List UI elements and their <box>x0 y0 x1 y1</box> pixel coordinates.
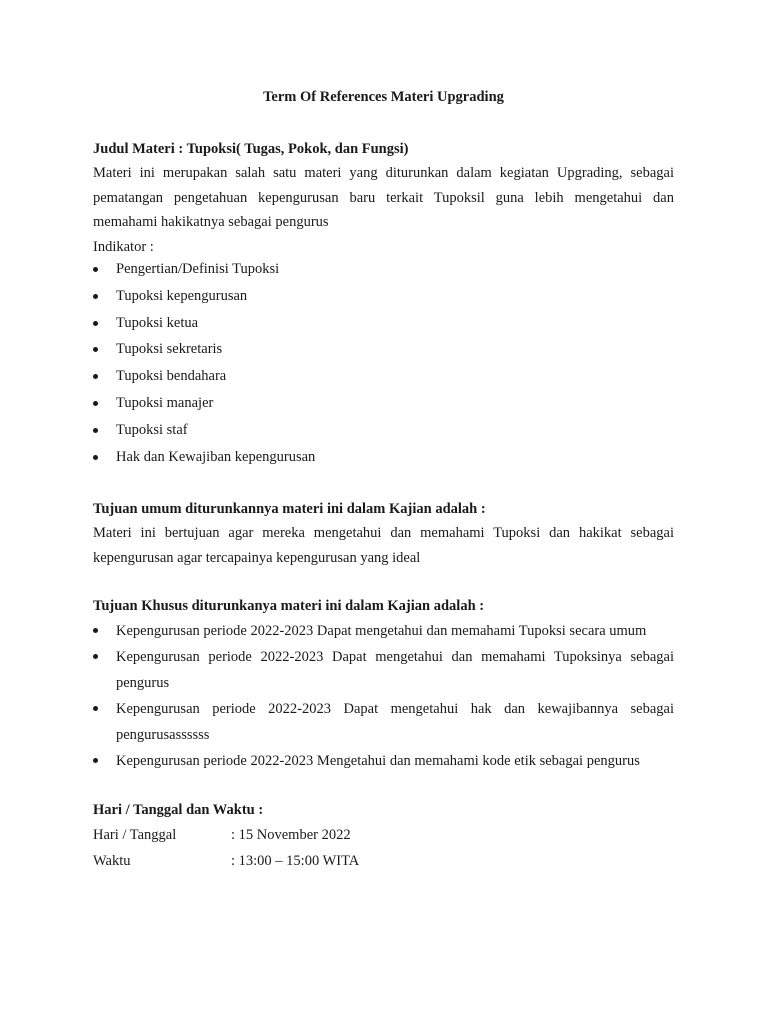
list-item: Tupoksi bendahara <box>93 366 674 386</box>
schedule-label: Waktu <box>93 853 131 870</box>
specific-objective-heading: Tujuan Khusus diturunkanya materi ini dalam Kajian adalah : <box>93 598 485 615</box>
list-item: Kepengurusan periode 2022-2023 Dapat mengetahui hak dan kewajibannya sebagai pengurusassssss <box>93 696 674 748</box>
bullet-icon <box>93 455 98 460</box>
list-item: Tupoksi manajer <box>93 393 674 413</box>
schedule-row-date <box>93 822 674 848</box>
schedule-label: Hari / Tanggal <box>93 827 177 844</box>
bullet-icon <box>93 628 98 633</box>
bullet-icon <box>93 321 98 326</box>
list-item: Tupoksi staf <box>93 420 674 440</box>
spacer <box>93 774 674 798</box>
bullet-icon <box>93 758 98 763</box>
bullet-icon <box>93 428 98 433</box>
list-item: Tupoksi ketua <box>93 313 674 333</box>
bullet-icon <box>93 294 98 299</box>
spacer <box>93 473 674 497</box>
bullet-icon <box>93 374 98 379</box>
schedule-row-time <box>93 848 674 874</box>
material-description: Materi ini merupakan salah satu materi yang diturunkan dalam kegiatan Upgrading, sebagai pematangan pengetahuan kepengurusan baru terkait Tupoksil guna lebih mengetahui dan memahami hakikatnya sebagai pengurus <box>93 165 674 230</box>
indicator-list <box>93 259 674 467</box>
bullet-icon <box>93 401 98 406</box>
schedule-value: : 15 November 2022 <box>231 827 351 844</box>
schedule-heading: Hari / Tanggal dan Waktu : <box>93 802 264 819</box>
list-item: Tupoksi kepengurusan <box>93 286 674 306</box>
list-item: Tupoksi sekretaris <box>93 339 674 359</box>
general-objective-heading: Tujuan umum diturunkannya materi ini dalam Kajian adalah : <box>93 501 486 518</box>
material-title-heading: Judul Materi : Tupoksi( Tugas, Pokok, dan Fungsi) <box>93 141 409 157</box>
specific-objective-list <box>93 618 674 774</box>
indicator-label: Indikator : <box>93 238 154 255</box>
document-body <box>93 87 674 874</box>
list-item: Pengertian/Definisi Tupoksi <box>93 259 674 279</box>
bullet-icon <box>93 706 98 711</box>
document-title: Term Of References Materi Upgrading <box>263 89 504 105</box>
bullet-icon <box>93 347 98 352</box>
list-item: Kepengurusan periode 2022-2023 Dapat mengetahui dan memahami Tupoksi secara umum <box>93 618 674 644</box>
list-item: Kepengurusan periode 2022-2023 Dapat mengetahui dan memahami Tupoksinya sebagai pengurus <box>93 644 674 696</box>
list-item: Kepengurusan periode 2022-2023 Mengetahui dan memahami kode etik sebagai pengurus <box>93 748 674 774</box>
schedule-value: : 13:00 – 15:00 WITA <box>231 853 360 870</box>
general-objective-text: Materi ini bertujuan agar mereka mengetahui dan memahami Tupoksi dan hakikat sebagai kepengurusan agar tercapainya kepengurusan yang ideal <box>93 525 674 566</box>
bullet-icon <box>93 654 98 659</box>
bullet-icon <box>93 267 98 272</box>
spacer <box>93 570 674 594</box>
list-item: Hak dan Kewajiban kepengurusan <box>93 447 674 467</box>
